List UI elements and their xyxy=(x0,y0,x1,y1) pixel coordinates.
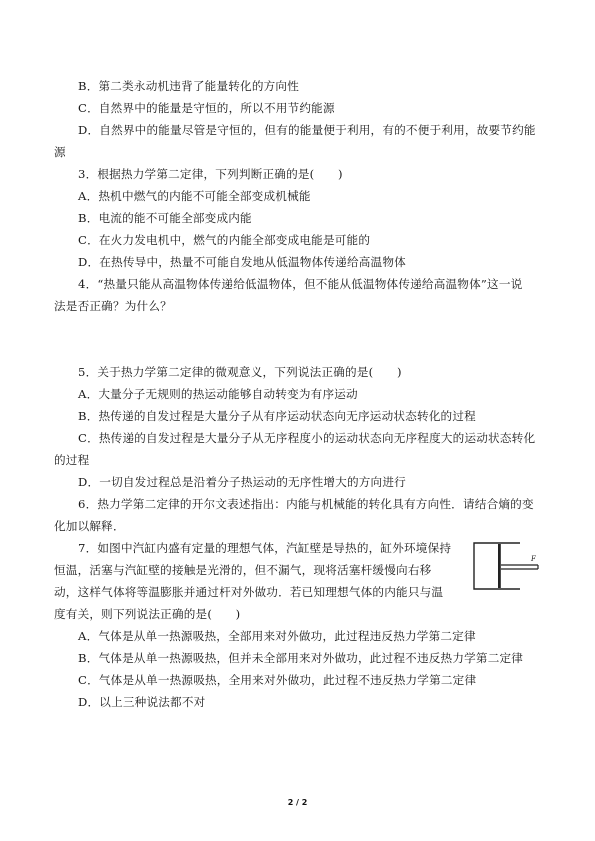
q5-option-d: D．一切自发过程总是沿着分子热运动的无序性增大的方向进行 xyxy=(78,475,406,489)
q7-stem-cont-2: 动，这样气体将等温膨胀并通过杆对外做功．若已知理想气体的内能只与温 xyxy=(54,585,444,599)
q5-option-c-cont: 的过程 xyxy=(54,453,90,467)
q2-option-c: C．自然界中的能量是守恒的，所以不用节约能源 xyxy=(78,101,335,115)
q5-option-a: A．大量分子无规则的热运动能够自动转变为有序运动 xyxy=(78,387,358,401)
q3-option-b: B．电流的能不可能全部变成内能 xyxy=(78,211,252,225)
q7-stem: 7．如图中汽缸内盛有定量的理想气体，汽缸壁是导热的，缸外环境保持 xyxy=(78,541,452,555)
q4-stem: 4．“热量只能从高温物体传递给低温物体，但不能从低温物体传递给高温物体”这一说 xyxy=(78,277,523,291)
page-number: 2 / 2 xyxy=(287,798,308,807)
q4-stem-cont: 法是否正确？为什么？ xyxy=(54,299,172,313)
q3-stem: 3．根据热力学第二定律，下列判断正确的是( ) xyxy=(78,167,343,181)
q2-option-d-cont: 源 xyxy=(54,145,66,159)
q6-stem-cont: 化加以解释． xyxy=(54,519,125,533)
q3-option-d: D．在热传导中，热量不可能自发地从低温物体传递给高温物体 xyxy=(78,255,406,269)
q3-option-c: C．在火力发电机中，燃气的内能全部变成电能是可能的 xyxy=(78,233,371,247)
q7-option-a: A．气体是从单一热源吸热，全部用来对外做功，此过程违反热力学第二定律 xyxy=(78,629,476,643)
q2-option-d: D．自然界中的能量尽管是守恒的，但有的能量便于利用，有的不便于利用，故要节约能 xyxy=(78,123,536,137)
q6-stem: 6．热力学第二定律的开尔文表述指出：内能与机械能的转化具有方向性．请结合熵的变 xyxy=(78,497,534,511)
q2-option-b: B．第二类永动机违背了能量转化的方向性 xyxy=(78,79,300,93)
q3-option-a: A．热机中燃气的内能不可能全部变成机械能 xyxy=(78,189,311,203)
q7-stem-cont-3: 度有关，则下列说法正确的是( ) xyxy=(54,607,241,621)
q5-stem: 5．关于热力学第二定律的微观意义，下列说法正确的是( ) xyxy=(78,365,402,379)
q7-option-d: D．以上三种说法都不对 xyxy=(78,695,206,709)
force-label: F xyxy=(531,555,536,563)
q5-option-b: B．热传递的自发过程是大量分子从有序运动状态向无序运动状态转化的过程 xyxy=(78,409,476,423)
cylinder-piston-figure xyxy=(470,540,546,592)
q7-option-c: C．气体是从单一热源吸热，全用来对外做功，此过程不违反热力学第二定律 xyxy=(78,673,477,687)
q5-option-c: C．热传递的自发过程是大量分子从无序程度小的运动状态向无序程度大的运动状态转化 xyxy=(78,431,536,445)
q7-option-b: B．气体是从单一热源吸热，但并未全部用来对外做功，此过程不违反热力学第二定律 xyxy=(78,651,524,665)
q7-stem-cont-1: 恒温，活塞与汽缸壁的接触是光滑的，但不漏气，现将活塞杆缓慢向右移 xyxy=(54,563,432,577)
